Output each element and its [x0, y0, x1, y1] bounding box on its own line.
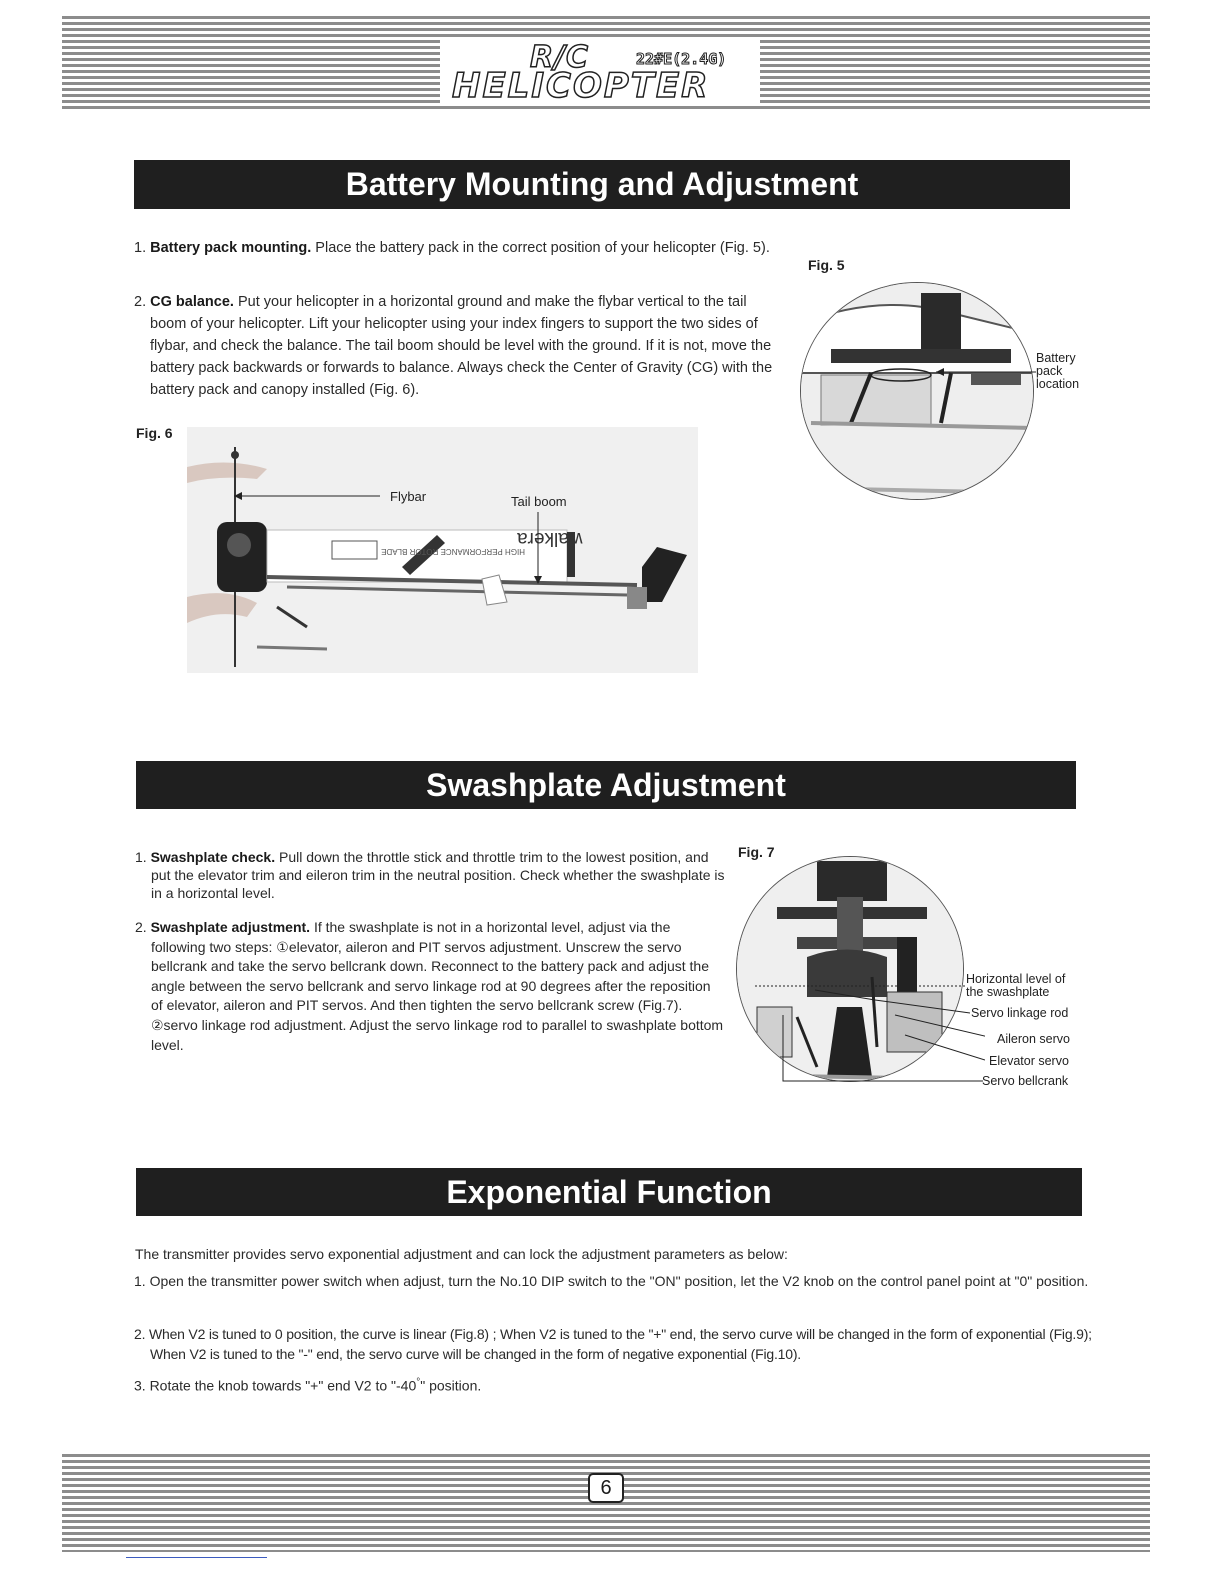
fig7-bellcrank-callout: Servo bellcrank — [982, 1074, 1069, 1088]
battery-title-text: Battery Mounting and Adjustment — [345, 166, 859, 202]
item-heading: Swashplate adjustment. — [150, 919, 311, 935]
item-text: Put your helicopter in a horizontal ground and make the flybar vertical to the tail boom of your helicopter. Lift your helicopter using your index fingers to support the two sides of flybar, and check the balance. The tail boom should be level with the ground. If it is not, move the battery pack backwards or forwards to balance. Always check the Center of Gravity (CG) with the battery pack and canopy installed (Fig. 6). — [150, 294, 773, 398]
step3-text-end: " position. — [420, 1377, 482, 1394]
swash-item-2 — [135, 918, 726, 1055]
fig6-photo — [187, 427, 698, 673]
fig7-aileron-callout: Aileron servo — [997, 1032, 1070, 1046]
item-text: Pull down the throttle stick and throttle trim to the lowest position, and put the elevator trim and eileron trim in the neutral position. Check whether the swashplate is in a horizontal level. — [151, 849, 725, 901]
expo-intro: The transmitter provides servo exponential adjustment and can lock the adjustment parameters as below: — [135, 1246, 788, 1262]
swash-item-1 — [135, 848, 726, 902]
step3-text: 3. Rotate the knob towards "+" end V2 to "-40 — [134, 1377, 417, 1394]
item-heading: CG balance. — [150, 294, 234, 310]
fig5-callout-line — [930, 360, 1040, 390]
expo-step-2: 2. When V2 is tuned to 0 position, the curve is linear (Fig.8) ; When V2 is tuned to the "+" end, the servo curve will be changed in the form of exponential (Fig.9); When V2 is tuned to the "-" end, the servo curve will be changed in the form of negative exponential (Fig.10). — [134, 1326, 1092, 1362]
item-heading: Swashplate check. — [150, 849, 276, 865]
fig6-flybar-callout: Flybar — [390, 489, 427, 504]
exponential-title-text: Exponential Function — [446, 1173, 772, 1210]
fig6-label: Fig. 6 — [136, 425, 173, 441]
item-number: 1. — [134, 240, 147, 256]
page-number: 6 — [588, 1473, 624, 1503]
swashplate-title-text: Swashplate Adjustment — [426, 766, 786, 803]
battery-section-title — [134, 160, 1070, 209]
fig7-elevator-callout: Elevator servo — [989, 1054, 1069, 1068]
item-text: Place the battery pack in the correct position of your helicopter (Fig. 5). — [315, 240, 770, 256]
helicopter-side-illustration — [187, 427, 698, 673]
item-number: 2. — [135, 919, 147, 935]
footer-stripes — [62, 1454, 1150, 1552]
degree-symbol: ° — [416, 1377, 421, 1388]
swashplate-section-title — [136, 761, 1076, 809]
svg-text:HIGH PERFORMANCE ROTOR BLADE: HIGH PERFORMANCE ROTOR BLADE — [381, 547, 525, 556]
fig6-flybar-arrow — [230, 490, 390, 504]
battery-item-1 — [134, 237, 778, 259]
exponential-section-title — [136, 1168, 1082, 1216]
expo-step-1: 1. Open the transmitter power switch when adjust, turn the No.10 DIP switch to the "ON" position, let the V2 knob on the control panel point at "0" position. — [134, 1273, 1089, 1289]
fig6-brand-mark: walkera — [517, 528, 583, 549]
fig5-label: Fig. 5 — [808, 257, 845, 273]
item-heading: Battery pack mounting. — [150, 240, 312, 256]
item-text: If the swashplate is not in a horizontal level, adjust via the following two steps: ①elevator, aileron and PIT servos adjustment. Unscrew the servo bellcrank and take the servo bellcrank down. Reconnect to the battery pack and adjust the angle between the servo bellcrank and servo linkage rod at 90 degrees after the reposition of elevator, aileron and PIT servos. And then tighten the servo bellcrank screw (Fig.7). ②servo linkage rod adjustment. Adjust the servo linkage rod to parallel to swashplate bottom level. — [151, 919, 724, 1053]
footer-rule — [126, 1557, 267, 1558]
fig7-label: Fig. 7 — [738, 844, 775, 860]
fig5-battery-callout: Battery pack location — [1036, 351, 1080, 391]
battery-item-2 — [134, 291, 778, 401]
item-number: 2. — [134, 294, 147, 310]
fig5-photo — [800, 282, 1034, 500]
fig7-callout-lines — [755, 975, 985, 1085]
helicopter-underside-illustration — [801, 283, 1033, 499]
fig6-tailboom-callout: Tail boom — [511, 494, 567, 509]
expo-step-3 — [134, 1372, 1084, 1397]
fig6-tailboom-arrow — [530, 510, 546, 586]
fig7-horizontal-callout: Horizontal level of the swashplate — [966, 972, 1066, 999]
logo-rc-text: R/C — [530, 40, 590, 75]
fig7-linkage-callout: Servo linkage rod — [971, 1006, 1069, 1020]
logo-helicopter-text: HELICOPTER — [452, 66, 710, 106]
model-number: 22#E(2.4G) — [636, 50, 727, 68]
item-number: 1. — [135, 849, 147, 865]
